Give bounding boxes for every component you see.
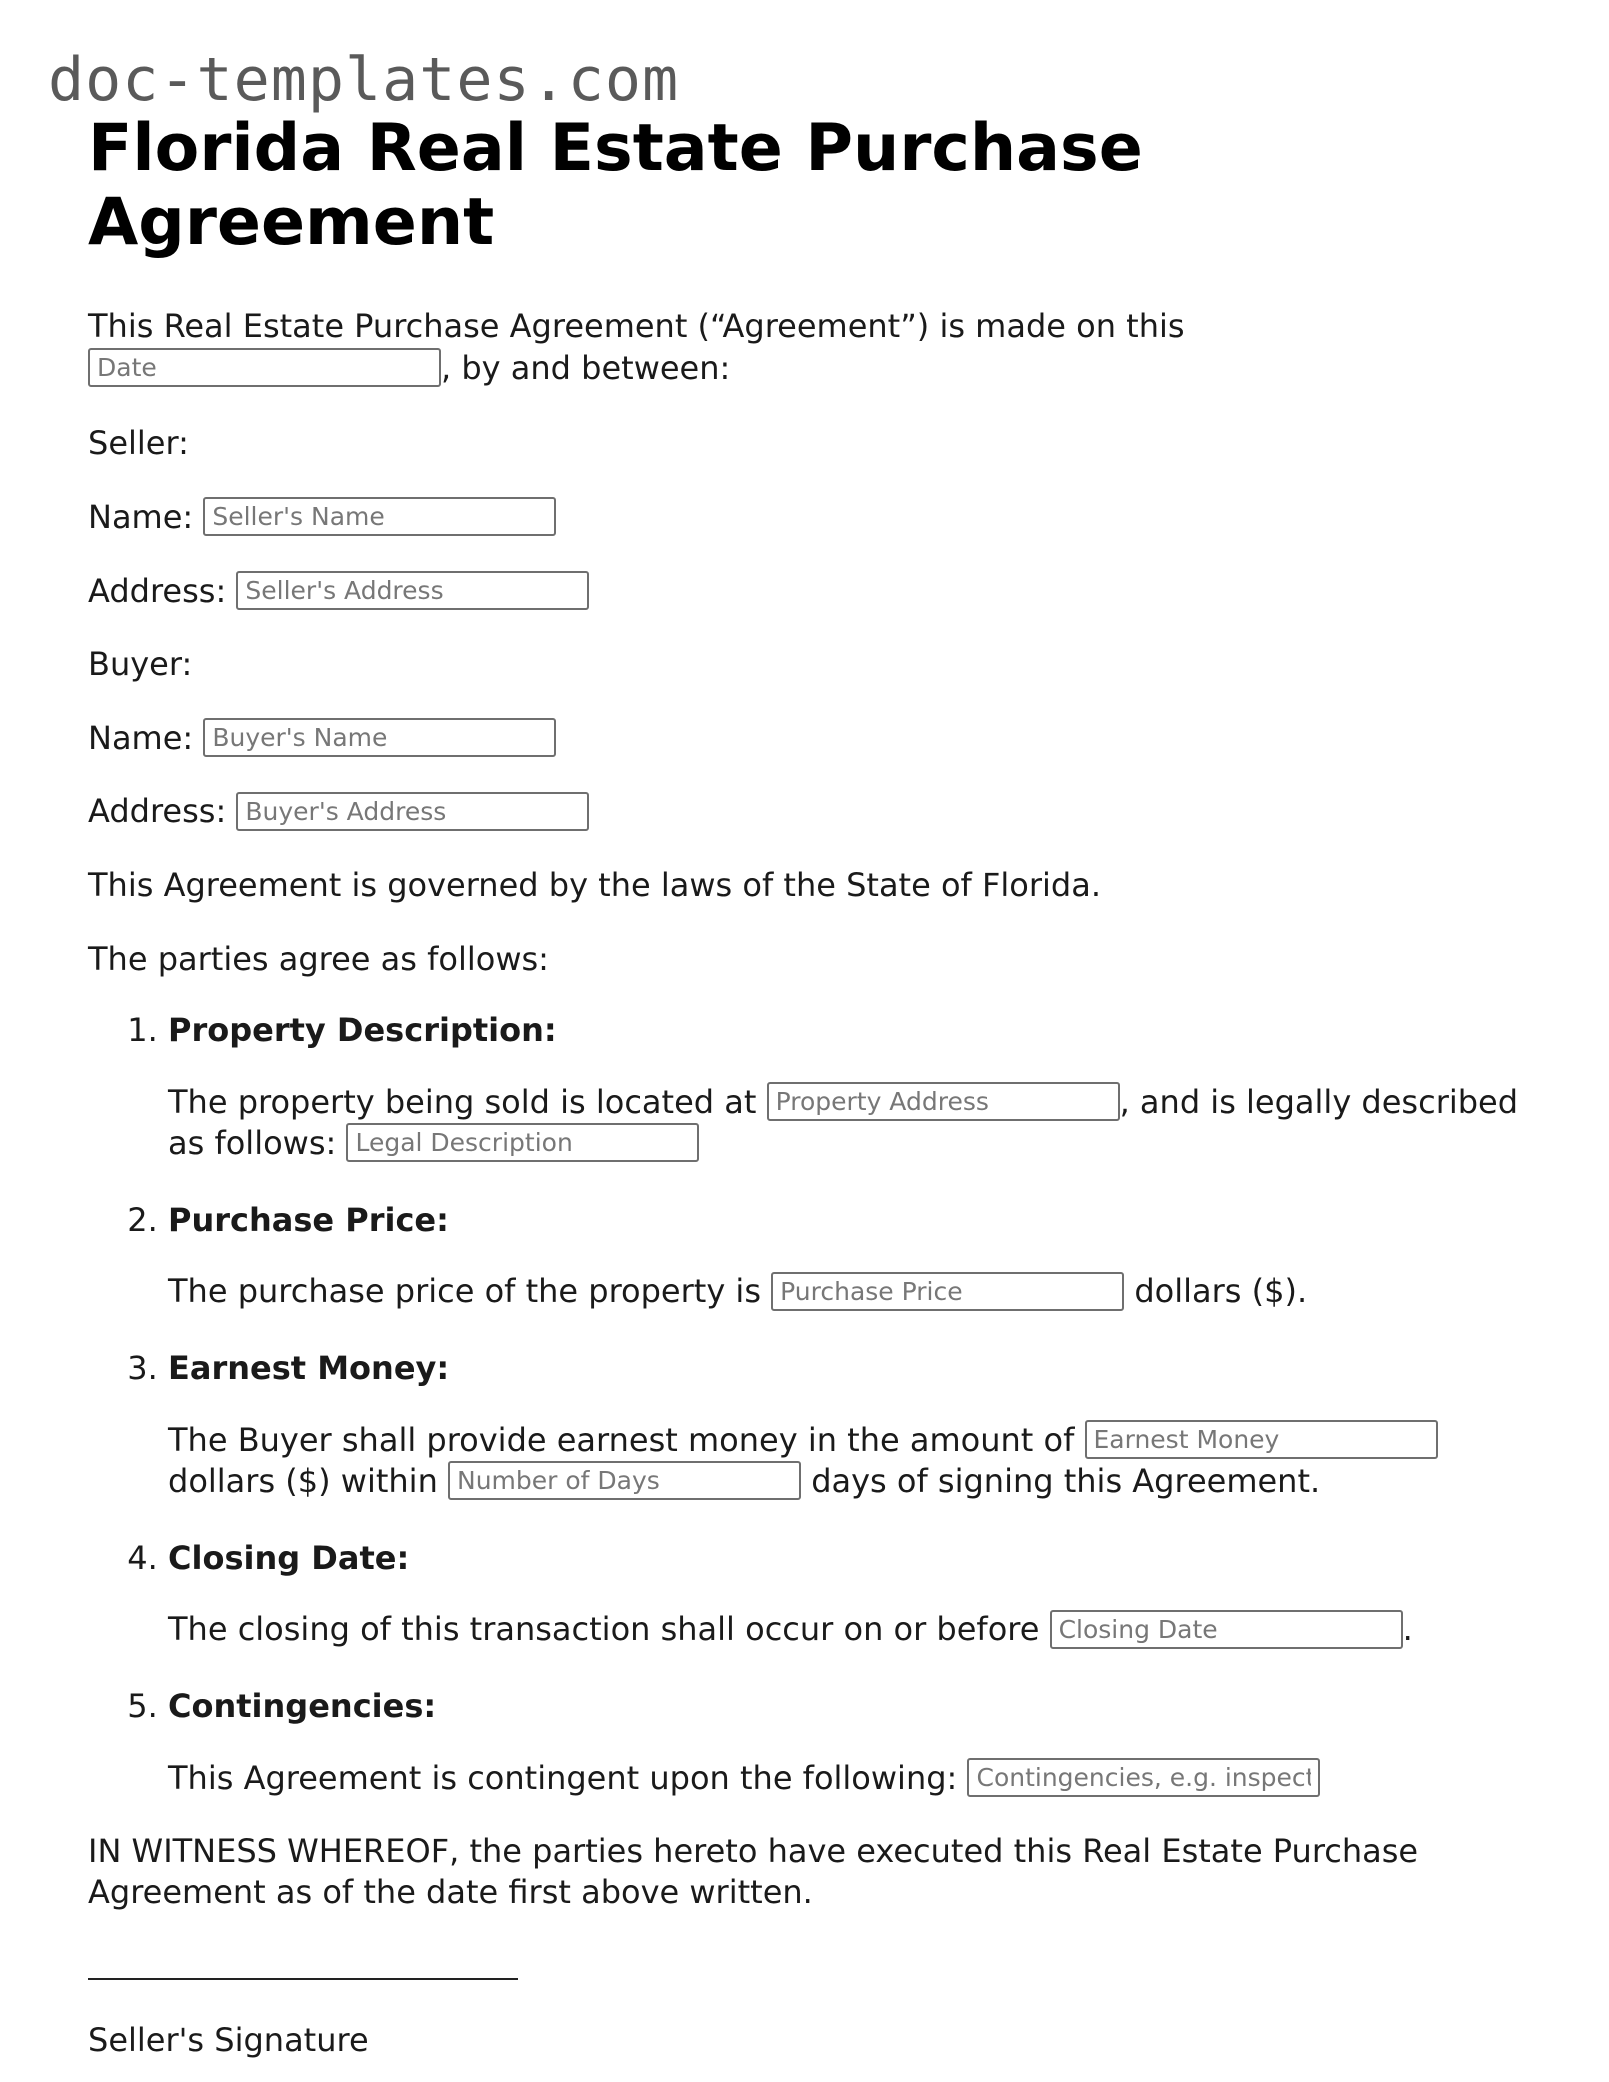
- term-title: Earnest Money:: [168, 1349, 450, 1388]
- earnest-money-input[interactable]: [1085, 1420, 1438, 1459]
- seller-signature-line: [88, 1978, 518, 1980]
- term-body: [168, 1609, 1528, 1650]
- seller-name-input[interactable]: [203, 497, 556, 536]
- intro-text-after: , by and between:: [441, 348, 731, 387]
- seller-address-label: Address:: [88, 571, 227, 610]
- intro-paragraph: [88, 306, 1528, 389]
- buyer-address-row: [88, 791, 1528, 833]
- term-text: dollars ($) within: [168, 1461, 438, 1500]
- buyer-address-label: Address:: [88, 792, 227, 831]
- witness-text: IN WITNESS WHEREOF, the parties hereto have executed this Real Estate Purchase Agreement as of the date first above written.: [88, 1831, 1419, 1912]
- buyer-name-input[interactable]: [203, 718, 556, 757]
- term-purchase-price: [168, 1200, 1528, 1313]
- term-text: The closing of this transaction shall occur on or before: [168, 1610, 1040, 1649]
- term-text: The property being sold is located at: [168, 1082, 757, 1121]
- term-contingencies: [168, 1686, 1528, 1799]
- term-body: [168, 1420, 1528, 1502]
- terms-list: [88, 1010, 1528, 1799]
- term-body: [168, 1082, 1528, 1164]
- seller-name-row: [88, 497, 1528, 539]
- term-title: Property Description:: [168, 1011, 557, 1050]
- buyer-heading: Buyer:: [88, 645, 193, 684]
- term-text: days of signing this Agreement.: [811, 1461, 1321, 1500]
- contingencies-input[interactable]: [967, 1758, 1320, 1797]
- buyer-address-input[interactable]: [236, 792, 589, 831]
- term-text: , and is legally described as follows:: [168, 1082, 1519, 1162]
- term-text: The purchase price of the property is: [168, 1272, 761, 1311]
- term-text: The Buyer shall provide earnest money in the amount of: [168, 1420, 1075, 1459]
- term-closing-date: [168, 1538, 1528, 1651]
- number-of-days-input[interactable]: [448, 1461, 801, 1500]
- term-title: Purchase Price:: [168, 1200, 449, 1239]
- watermark: doc-templates.com: [48, 45, 680, 115]
- term-title: Contingencies:: [168, 1687, 437, 1726]
- property-address-input[interactable]: [767, 1082, 1120, 1121]
- seller-address-input[interactable]: [236, 571, 589, 610]
- legal-description-input[interactable]: [346, 1123, 699, 1162]
- buyer-name-row: [88, 718, 1528, 760]
- term-text: .: [1402, 1610, 1413, 1649]
- term-property-description: [168, 1010, 1528, 1164]
- agree-intro-text: The parties agree as follows:: [88, 939, 549, 978]
- term-text: dollars ($).: [1134, 1272, 1308, 1311]
- term-body: [168, 1271, 1528, 1312]
- purchase-price-input[interactable]: [771, 1272, 1124, 1311]
- seller-heading: Seller:: [88, 424, 189, 463]
- document-title: Florida Real Estate Purchase Agreement: [88, 111, 1143, 261]
- term-title: Closing Date:: [168, 1538, 410, 1577]
- term-earnest-money: [168, 1348, 1528, 1502]
- closing-date-input[interactable]: [1050, 1610, 1403, 1649]
- seller-name-label: Name:: [88, 497, 194, 536]
- governing-law-text: This Agreement is governed by the laws of the State of Florida.: [88, 865, 1101, 904]
- agreement-date-input[interactable]: [88, 348, 441, 387]
- agreement-document: [88, 112, 1528, 2062]
- term-text: This Agreement is contingent upon the following:: [168, 1758, 958, 1797]
- intro-text: This Real Estate Purchase Agreement (“Agreement”) is made on this: [88, 307, 1185, 346]
- seller-address-row: [88, 571, 1528, 613]
- buyer-name-label: Name:: [88, 718, 194, 757]
- seller-signature-label: Seller's Signature: [88, 2020, 369, 2059]
- term-body: [168, 1758, 1528, 1799]
